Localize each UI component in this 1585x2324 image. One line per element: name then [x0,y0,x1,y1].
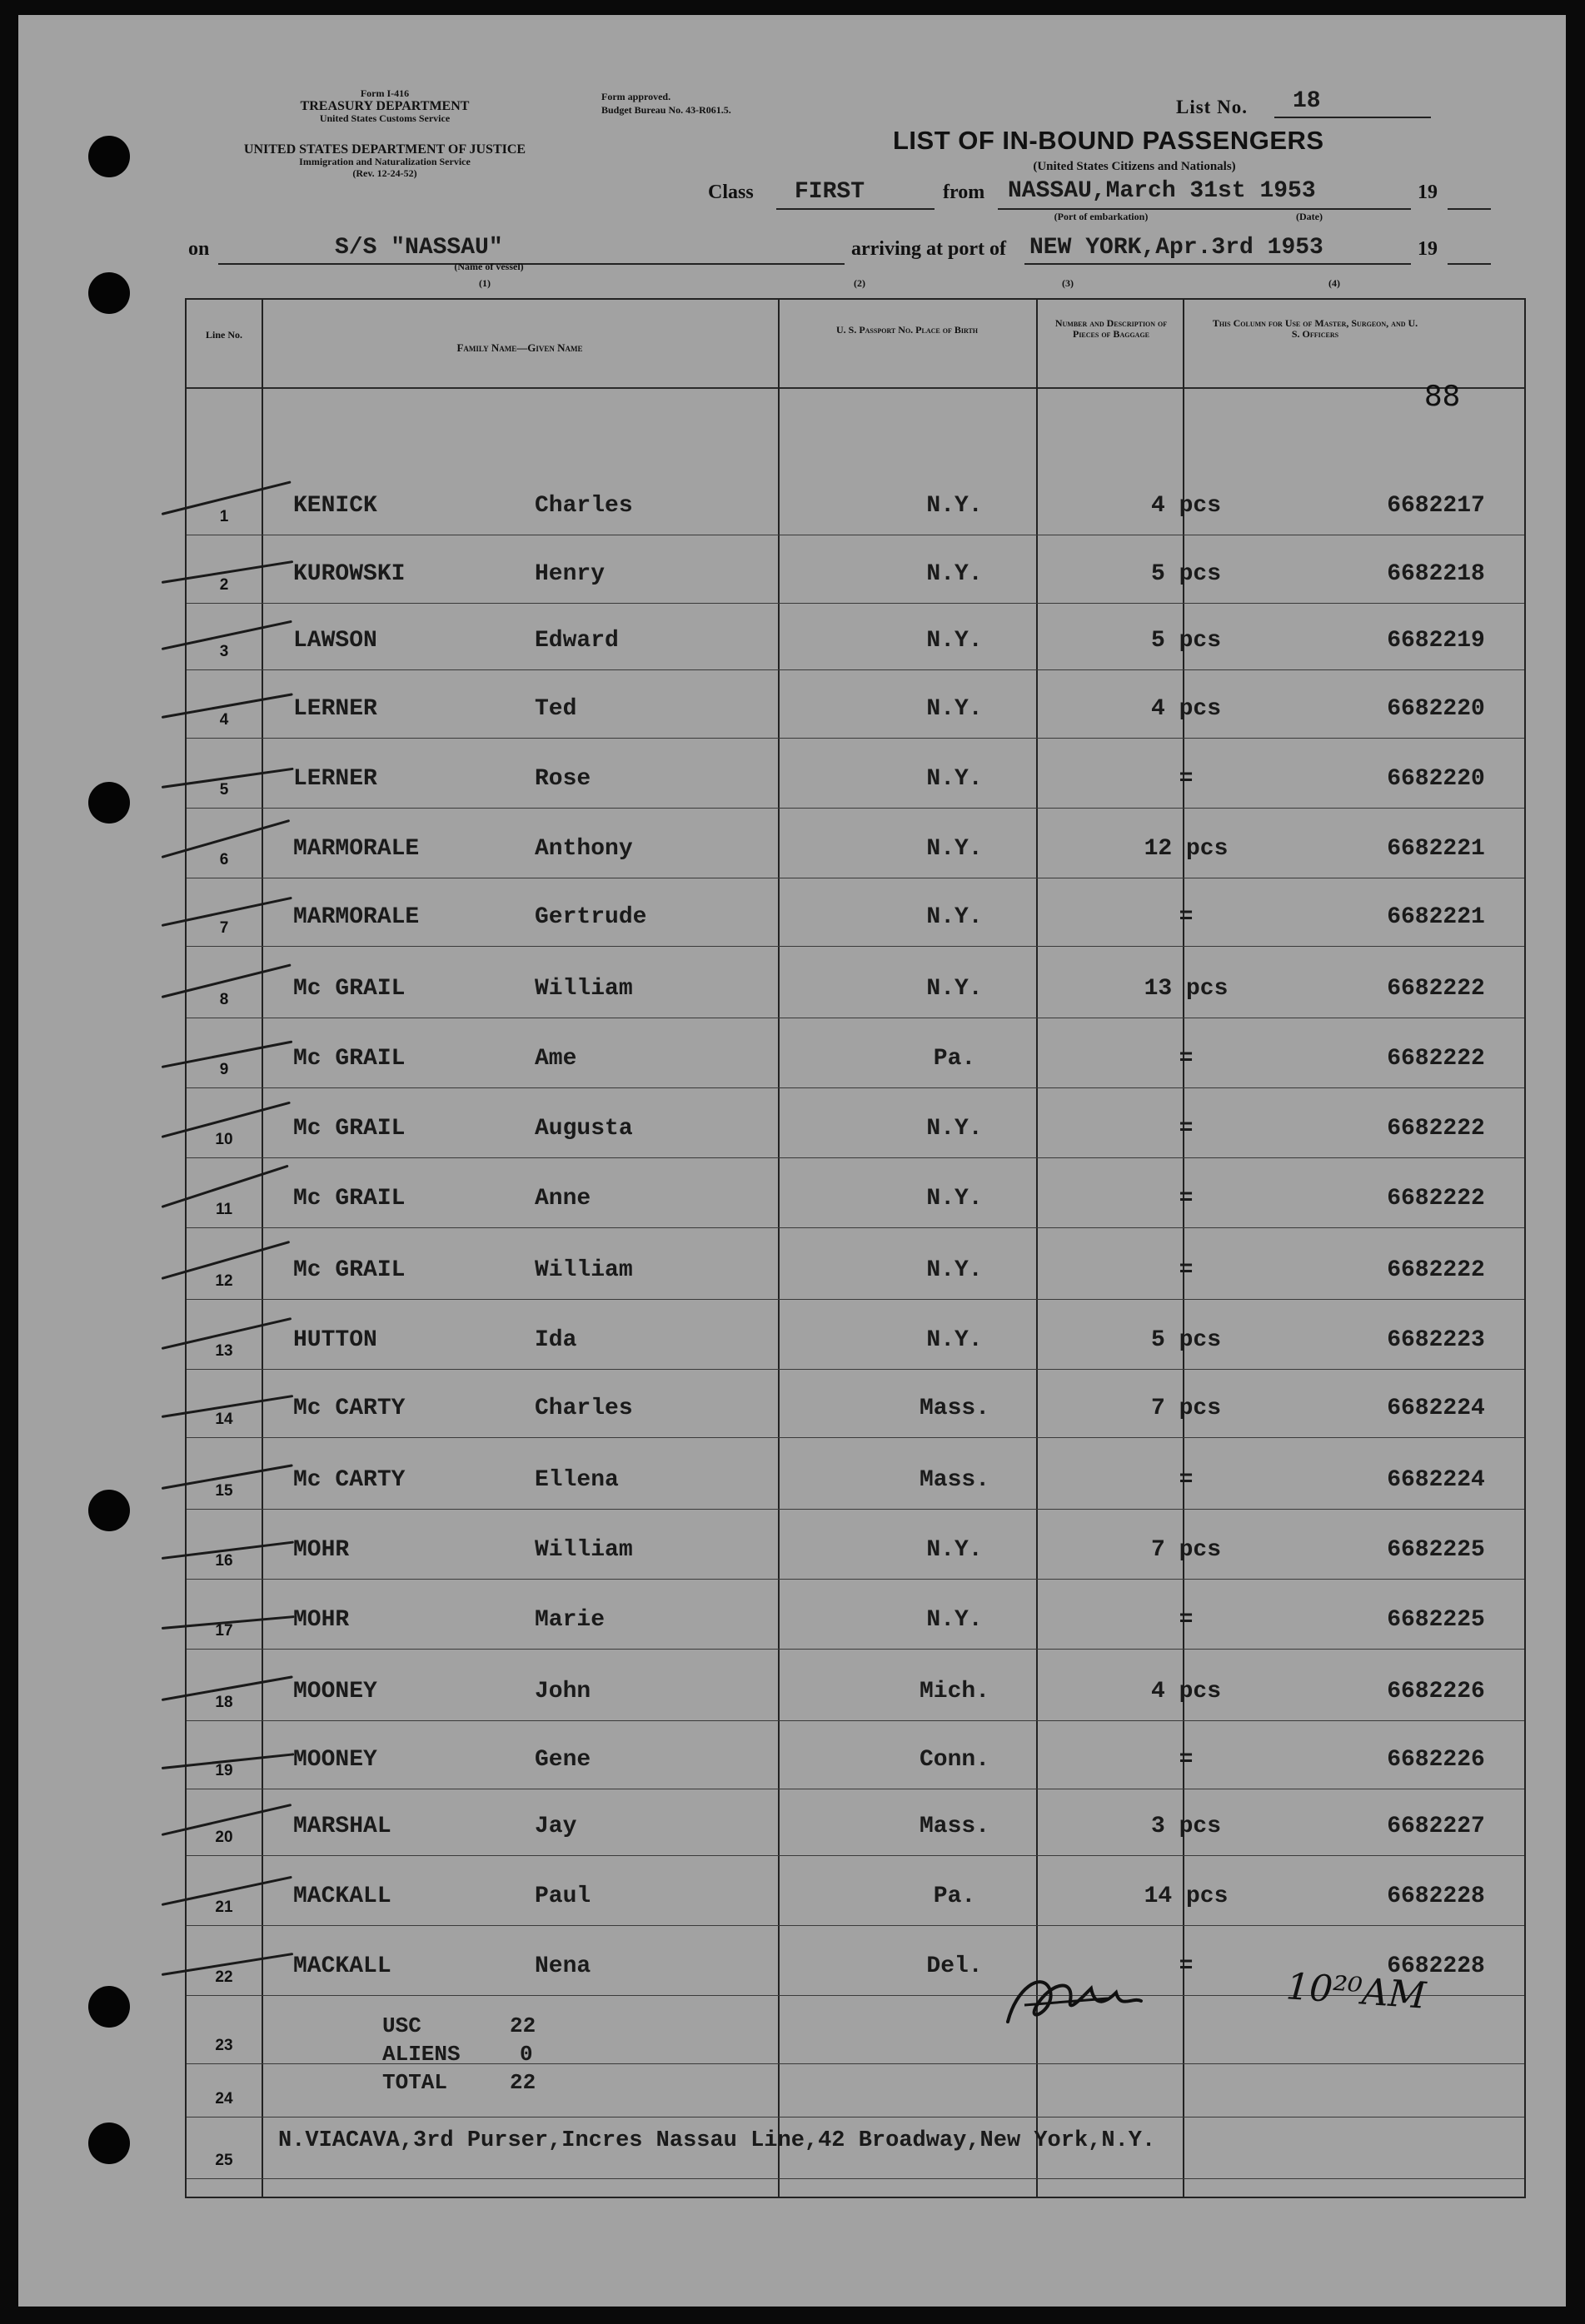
line-number: 21 [215,1899,233,1916]
punch-hole [88,2122,130,2164]
place-of-birth: N.Y. [926,1607,983,1633]
baggage: = [1179,904,1194,930]
table-row [187,836,1524,869]
total-label: TOTAL [382,2070,448,2095]
year-line-1 [1448,208,1491,210]
family-name: KENICK [293,493,377,519]
table-row [187,904,1524,938]
passport-number: 6682222 [1387,976,1485,1002]
passport-number: 6682227 [1387,1814,1485,1839]
punch-hole [88,782,130,824]
passport-number: 6682228 [1387,1953,1485,1979]
table-row [187,493,1524,526]
family-name: Mc GRAIL [293,1257,406,1283]
given-name: William [535,1257,633,1283]
family-name: MOONEY [293,1747,377,1773]
header-officers: This Column for Use of Master, Surgeon, and U. S. Officers [1212,317,1418,340]
passport-number: 6682221 [1387,904,1485,930]
place-of-birth: N.Y. [926,493,983,519]
place-of-birth: Mich. [919,1679,989,1704]
family-name: MACKALL [293,1953,391,1979]
given-name: Henry [535,561,606,587]
place-of-birth: Mass. [919,1814,989,1839]
place-of-birth: N.Y. [926,1116,983,1142]
family-name: Mc CARTY [293,1467,406,1493]
given-name: Ted [535,696,577,722]
given-name: Edward [535,628,619,654]
place-of-birth: N.Y. [926,561,983,587]
row-divider [187,2178,1524,2179]
given-name: Charles [535,1396,633,1421]
immigration-service: Immigration and Naturalization Service [299,156,471,167]
row-divider [187,1720,1524,1721]
passport-number: 6682225 [1387,1537,1485,1563]
list-label: List No. [1176,97,1248,117]
punch-hole [88,136,130,177]
vessel-value: S/S "NASSAU" [335,235,503,261]
passport-number: 6682226 [1387,1679,1485,1704]
place-of-birth: N.Y. [926,1186,983,1212]
col-num-2: (2) [854,277,865,289]
passenger-table [185,298,1526,2198]
usc-label: USC [382,2013,421,2038]
place-of-birth: N.Y. [926,1327,983,1353]
given-name: Ame [535,1046,577,1072]
arriving-label: arriving at port of [851,238,1006,260]
baggage: = [1179,1186,1194,1212]
arriving-value: NEW YORK,Apr.3rd 1953 [1029,235,1323,261]
table-row [187,1186,1524,1219]
row-divider [187,1649,1524,1650]
baggage: 5 pcs [1150,561,1221,587]
family-name: MARSHAL [293,1814,391,1839]
baggage: = [1179,1116,1194,1142]
punch-hole [88,1986,130,2028]
table-row [187,1537,1524,1570]
row-divider [187,946,1524,947]
baggage: = [1179,1257,1194,1283]
customs-service: United States Customs Service [319,112,451,124]
row-divider [187,1299,1524,1300]
baggage: 4 pcs [1150,1679,1221,1704]
baggage: = [1179,766,1194,792]
punch-hole [88,272,130,314]
year-line-2 [1448,263,1491,265]
arriving-line [1024,263,1411,265]
table-row [187,1327,1524,1361]
line-number: 18 [215,1694,233,1711]
line-number: 15 [215,1482,233,1500]
col-num-4: (4) [1328,277,1340,289]
family-name: Mc GRAIL [293,976,406,1002]
class-value: FIRST [795,179,865,205]
family-name: MACKALL [293,1884,391,1909]
line-number: 12 [215,1272,233,1290]
list-number-line [1274,117,1431,118]
line-number: 19 [215,1762,233,1779]
row-divider [187,1509,1524,1510]
header-name: Family Name—Given Name [456,341,583,354]
class-label: Class [708,182,754,203]
passport-number: 6682226 [1387,1747,1485,1773]
place-of-birth: N.Y. [926,628,983,654]
given-name: William [535,976,633,1002]
table-row [187,1679,1524,1712]
aliens-label: ALIENS [382,2042,461,2067]
line-number: 8 [219,991,229,1008]
passport-number: 6682228 [1387,1884,1485,1909]
line-number: 13 [215,1342,233,1360]
family-name: LAWSON [293,628,377,654]
passport-number: 6682217 [1387,493,1485,519]
baggage: 13 pcs [1144,976,1229,1002]
purser-signature-line: N.VIACAVA,3rd Purser,Incres Nassau Line,42 Broadway,New York,N.Y. [278,2128,1156,2153]
passport-number: 6682222 [1387,1046,1485,1072]
vessel-caption: (Name of vessel) [454,261,524,272]
row-divider [187,1157,1524,1158]
place-of-birth: N.Y. [926,836,983,862]
given-name: Jay [535,1814,577,1839]
baggage: = [1179,1747,1194,1773]
table-row [187,1814,1524,1847]
passport-number: 6682223 [1387,1327,1485,1353]
given-name: Ida [535,1327,577,1353]
form-approved: Form approved. [601,91,671,102]
family-name: Mc GRAIL [293,1186,406,1212]
passport-number: 6682220 [1387,766,1485,792]
list-number: 18 [1293,88,1321,114]
treasury-department: TREASURY DEPARTMENT [300,99,470,113]
baggage: = [1179,1046,1194,1072]
line-number: 1 [219,508,229,525]
punch-hole [88,1490,130,1531]
line-number: 3 [219,643,229,660]
row-divider [187,603,1524,604]
revision-date: (Rev. 12-24-52) [352,167,417,179]
header-passport: U. S. Passport No. Place of Birth [835,324,978,336]
given-name: Paul [535,1884,591,1909]
baggage: 4 pcs [1150,493,1221,519]
baggage: 7 pcs [1150,1537,1221,1563]
family-name: MARMORALE [293,836,420,862]
header-line-no: Line No. [205,329,242,341]
table-row [187,1396,1524,1429]
family-name: Mc CARTY [293,1396,406,1421]
line-number: 4 [219,711,229,729]
line-number: 20 [215,1829,233,1846]
table-row [187,1607,1524,1640]
given-name: John [535,1679,591,1704]
table-row [187,976,1524,1009]
table-row [187,1467,1524,1500]
document-title: LIST OF IN-BOUND PASSENGERS [893,126,1324,155]
baggage: 5 pcs [1150,628,1221,654]
year-prefix-2: 19 [1418,238,1438,260]
header-divider [187,387,1524,389]
baggage: 4 pcs [1150,696,1221,722]
col-num-1: (1) [479,277,491,289]
family-name: MOHR [293,1607,350,1633]
table-row [187,628,1524,661]
baggage: = [1179,1953,1194,1979]
given-name: Anne [535,1186,591,1212]
given-name: Anthony [535,836,633,862]
place-of-birth: Del. [926,1953,983,1979]
baggage: 12 pcs [1144,836,1229,862]
handwritten-time: 10²⁰AM [1284,1965,1428,2018]
given-name: Ellena [535,1467,619,1493]
department-of-justice: UNITED STATES DEPARTMENT OF JUSTICE [243,142,526,157]
on-label: on [188,238,210,260]
document-page [18,15,1566,2307]
place-of-birth: N.Y. [926,976,983,1002]
family-name: MOHR [293,1537,350,1563]
passport-number: 6682219 [1387,628,1485,654]
budget-bureau: Budget Bureau No. 43-R061.5. [601,104,731,116]
row-divider [187,1579,1524,1580]
passport-number: 6682222 [1387,1186,1485,1212]
line-number: 5 [219,781,229,799]
table-row [187,1257,1524,1291]
family-name: LERNER [293,766,377,792]
row-divider [187,1087,1524,1088]
family-name: Mc GRAIL [293,1116,406,1142]
baggage: 7 pcs [1150,1396,1221,1421]
table-row [187,696,1524,729]
table-row [187,561,1524,595]
passport-number: 6682222 [1387,1257,1485,1283]
family-name: MARMORALE [293,904,420,930]
passport-number: 6682224 [1387,1467,1485,1493]
line-number: 24 [215,2090,233,2108]
row-divider [187,669,1524,670]
from-label: from [943,182,985,203]
given-name: Rose [535,766,591,792]
table-row [187,1884,1524,1917]
line-number: 6 [219,851,229,868]
place-of-birth: Mass. [919,1467,989,1493]
place-of-birth: N.Y. [926,766,983,792]
given-name: Augusta [535,1116,633,1142]
row-divider [187,1925,1524,1926]
line-number: 25 [215,2152,233,2169]
line-number: 17 [215,1622,233,1640]
line-number: 10 [215,1131,233,1148]
passport-number: 6682225 [1387,1607,1485,1633]
row-divider [187,1369,1524,1370]
table-row [187,1116,1524,1149]
form-number: Form I-416 [360,87,410,99]
given-name: Charles [535,493,633,519]
row-divider [187,1855,1524,1856]
passport-number: 6682224 [1387,1396,1485,1421]
family-name: LERNER [293,696,377,722]
family-name: HUTTON [293,1327,377,1353]
line-number: 16 [215,1552,233,1570]
passport-number: 6682222 [1387,1116,1485,1142]
baggage: 3 pcs [1150,1814,1221,1839]
given-name: Marie [535,1607,606,1633]
class-line [776,208,935,210]
row-divider [187,1227,1524,1228]
baggage: 14 pcs [1144,1884,1229,1909]
passport-number: 6682218 [1387,561,1485,587]
row-divider [187,1437,1524,1438]
from-value: NASSAU,March 31st 1953 [1008,178,1316,204]
row-divider [187,738,1524,739]
aliens-value: 0 [520,2042,533,2067]
family-name: MOONEY [293,1679,377,1704]
header-baggage: Number and Description of Pieces of Baggage [1054,317,1168,340]
line-number: 22 [215,1968,233,1986]
usc-value: 22 [510,2013,536,2038]
place-of-birth: N.Y. [926,1537,983,1563]
given-name: Nena [535,1953,591,1979]
given-name: William [535,1537,633,1563]
year-prefix-1: 19 [1418,182,1438,203]
total-value: 22 [510,2070,536,2095]
baggage: = [1179,1607,1194,1633]
place-of-birth: Mass. [919,1396,989,1421]
given-name: Gertrude [535,904,647,930]
place-of-birth: N.Y. [926,696,983,722]
date-caption-1: (Date) [1296,211,1323,222]
place-of-birth: Pa. [933,1046,976,1072]
handwritten-signature [991,1963,1158,2038]
passport-number: 6682220 [1387,696,1485,722]
line-number: 9 [219,1061,229,1078]
passport-number: 6682221 [1387,836,1485,862]
line-number: 11 [215,1201,233,1218]
place-of-birth: N.Y. [926,1257,983,1283]
place-of-birth: N.Y. [926,904,983,930]
place-of-birth: Conn. [919,1747,989,1773]
table-row [187,1747,1524,1780]
baggage: = [1179,1467,1194,1493]
port-caption: (Port of embarkation) [1054,211,1149,222]
from-line [998,208,1411,210]
line-number: 14 [215,1411,233,1428]
table-row [187,1046,1524,1079]
line-number: 2 [219,576,229,594]
handwritten-88: 88 [1424,380,1461,413]
line-number: 7 [219,919,229,937]
given-name: Gene [535,1747,591,1773]
col-num-3: (3) [1062,277,1074,289]
line-number: 23 [215,2037,233,2054]
place-of-birth: Pa. [933,1884,976,1909]
document-subtitle: (United States Citizens and Nationals) [1033,160,1236,173]
family-name: Mc GRAIL [293,1046,406,1072]
row-divider [187,808,1524,809]
family-name: KUROWSKI [293,561,406,587]
table-row [187,766,1524,799]
baggage: 5 pcs [1150,1327,1221,1353]
